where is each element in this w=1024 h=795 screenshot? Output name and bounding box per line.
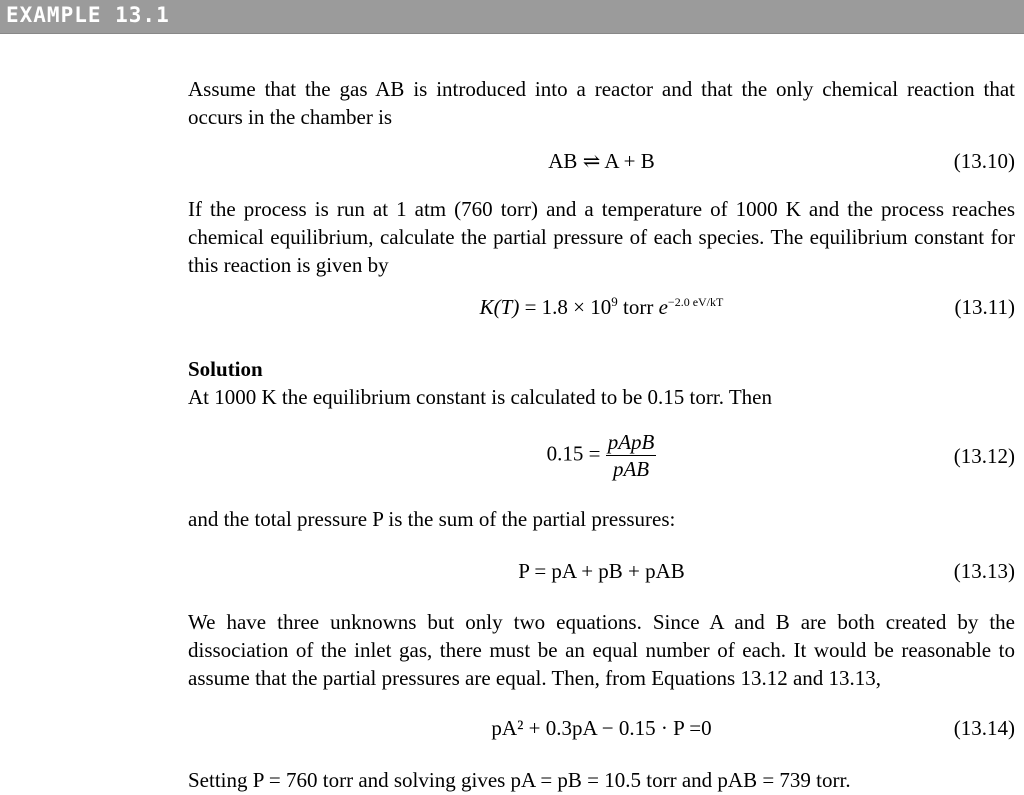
paragraph-intro: Assume that the gas AB is introduced into a reactor and that the only chemical reaction that occurs in the chamber is: [188, 77, 1015, 129]
eq10-arrow: ⇌: [582, 149, 601, 173]
example-title: EXAMPLE 13.1: [6, 3, 170, 27]
eq13-expression: P = pA + pB + pAB: [518, 559, 685, 583]
eq10-lhs: AB: [548, 149, 578, 173]
eq10-rhs: A + B: [604, 149, 655, 173]
paragraph-solution: At 1000 K the equilibrium constant is calculated to be 0.15 torr. Then: [188, 385, 772, 409]
eq12-fraction: [606, 429, 657, 482]
eq11-number: (13.11): [954, 295, 1015, 319]
eq12-numerator: pApB: [607, 430, 655, 454]
paragraph-total-pressure: and the total pressure P is the sum of the partial pressures:: [188, 507, 676, 531]
equation-13-13: [188, 556, 1015, 586]
eq11-coef-exp: 9: [611, 294, 618, 309]
eq12-lhs: 0.15 =: [546, 441, 606, 466]
eq13-number: (13.13): [953, 559, 1015, 583]
eq11-exponent: −2.0 eV/kT: [667, 295, 724, 309]
eq14-expression: pA² + 0.3pA − 0.15 · P =0: [491, 716, 712, 740]
paragraph-reasoning: We have three unknowns but only two equations. Since A and B are both created by the dissociation of the inlet gas, there must be an equal number of each. It would be reasonable to assume that the partial pressures are equal. Then, from Equations 13.12 and 13.13,: [188, 610, 1015, 690]
eq11-lhs: K(T): [479, 295, 520, 319]
paragraph-result: Setting P = 760 torr and solving gives pA = pB = 10.5 torr and pAB = 739 torr.: [188, 768, 851, 792]
paragraph-problem: If the process is run at 1 atm (760 torr) and a temperature of 1000 K and the process reaches chemical equilibrium, calculate the partial pressure of each species. The equilibrium constant for this reaction is given by: [188, 197, 1015, 277]
equation-13-10: [188, 146, 1015, 176]
eq11-unit: torr: [617, 295, 659, 319]
equation-13-14: [188, 713, 1015, 743]
eq12-number: (13.12): [953, 444, 1015, 468]
eq12-denominator: pAB: [612, 457, 650, 481]
eq10-number: (13.10): [953, 149, 1015, 173]
solution-heading: Solution: [188, 357, 263, 381]
equation-13-12: [188, 430, 1015, 481]
eq14-number: (13.14): [953, 716, 1015, 740]
equation-13-11: [188, 292, 1015, 322]
example-banner: [0, 0, 1024, 34]
eq11-base: e: [658, 295, 668, 319]
eq11-equals: =: [519, 295, 542, 319]
eq11-coef: 1.8 × 10: [541, 295, 612, 319]
